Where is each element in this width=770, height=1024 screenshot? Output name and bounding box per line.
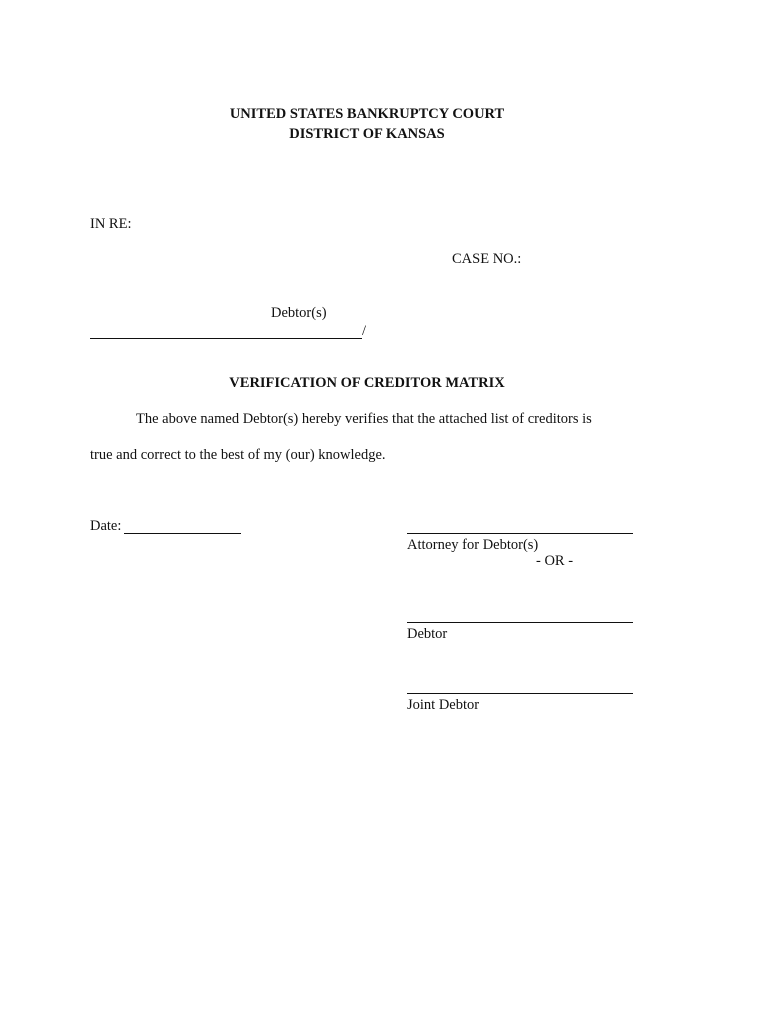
case-number-label: CASE NO.: [452,251,522,267]
date-line [124,533,241,534]
or-label: - OR - [536,553,574,569]
joint-debtor-signature-line [407,693,633,694]
verification-text-line-1: The above named Debtor(s) hereby verifies that the attached list of creditors is [136,411,592,427]
attorney-label: Attorney for Debtor(s) [407,537,539,553]
court-name: UNITED STATES BANKRUPTCY COURT [229,106,505,122]
attorney-signature-line [407,533,633,534]
date-label: Date: [90,518,122,534]
caption-slash: / [362,323,367,339]
joint-debtor-label: Joint Debtor [407,697,480,713]
debtor-name-line [90,338,362,339]
debtors-label: Debtor(s) [271,305,327,321]
district-name: DISTRICT OF KANSAS [289,126,445,142]
verification-text-line-2: true and correct to the best of my (our) knowledge. [90,447,386,463]
debtor-signature-line [407,622,633,623]
in-re-label: IN RE: [90,216,132,232]
debtor-label: Debtor [407,626,448,642]
document-title: VERIFICATION OF CREDITOR MATRIX [229,375,505,391]
